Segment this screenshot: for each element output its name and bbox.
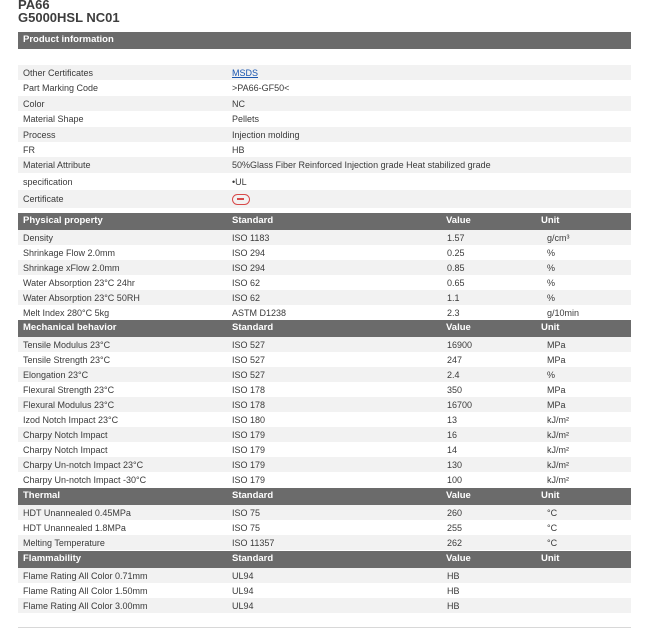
info-row [18,173,631,190]
property-name: Flame Rating All Color 0.71mm [18,568,227,583]
property-row [18,472,631,487]
property-value: 16900 [442,337,542,352]
section-title: Physical property [23,215,103,226]
test-standard: ISO 179 [227,442,442,457]
product-family: PA66 [18,0,50,12]
test-standard: UL94 [227,598,442,613]
test-standard: ISO 62 [227,275,442,290]
info-value: NC [227,96,631,111]
section-header-thermal [18,488,631,505]
property-row [18,520,631,535]
property-unit: kJ/m² [542,457,631,472]
test-standard: ASTM D1238 [227,305,442,320]
property-name: Melt Index 280°C 5kg [18,305,227,320]
info-row [18,96,631,111]
property-unit: kJ/m² [542,427,631,442]
info-row [18,65,631,80]
property-unit: °C [542,535,631,550]
test-standard: ISO 179 [227,472,442,487]
info-row [18,142,631,157]
info-row [18,157,631,173]
section-title: Mechanical behavior [23,322,117,333]
property-unit: MPa [542,352,631,367]
property-row [18,260,631,275]
property-row [18,275,631,290]
property-name: Flexural Strength 23°C [18,382,227,397]
property-unit: kJ/m² [542,412,631,427]
property-unit: % [542,275,631,290]
property-unit: °C [542,505,631,520]
property-name: Charpy Un-notch Impact -30°C [18,472,227,487]
property-row [18,427,631,442]
column-value: Value [446,553,471,564]
property-unit: MPa [542,397,631,412]
property-row [18,245,631,260]
test-standard: ISO 527 [227,337,442,352]
property-name: Shrinkage xFlow 2.0mm [18,260,227,275]
property-name: Water Absorption 23°C 24hr [18,275,227,290]
info-key: FR [18,142,227,157]
property-value: HB [442,568,542,583]
bottom-divider [18,627,631,628]
test-standard: UL94 [227,583,442,598]
property-row [18,535,631,550]
certificate-stamp-icon[interactable] [232,194,250,205]
property-value: 255 [442,520,542,535]
property-unit: % [542,367,631,382]
property-value: 2.3 [442,305,542,320]
property-value: 1.57 [442,230,542,245]
property-row [18,568,631,583]
property-value: 247 [442,352,542,367]
property-name: Flame Rating All Color 1.50mm [18,583,227,598]
test-standard: ISO 294 [227,260,442,275]
column-value: Value [446,490,471,501]
info-value [227,65,631,80]
test-standard: ISO 75 [227,520,442,535]
property-unit: % [542,245,631,260]
test-standard: ISO 179 [227,457,442,472]
property-row [18,457,631,472]
info-key: Other Certificates [18,65,227,80]
info-value: >PA66-GF50< [227,80,631,96]
property-unit [542,583,631,598]
property-table [18,337,631,487]
property-row [18,382,631,397]
property-name: Shrinkage Flow 2.0mm [18,245,227,260]
property-unit: % [542,260,631,275]
info-key: Certificate [18,190,227,208]
property-unit: MPa [542,382,631,397]
column-unit: Unit [541,215,560,226]
property-row [18,442,631,457]
info-row [18,190,631,208]
property-value: 16700 [442,397,542,412]
info-value: HB [227,142,631,157]
test-standard: ISO 527 [227,352,442,367]
info-key: Color [18,96,227,111]
property-row [18,598,631,613]
property-name: Flexural Modulus 23°C [18,397,227,412]
test-standard: ISO 75 [227,505,442,520]
property-value: 0.85 [442,260,542,275]
test-standard: ISO 178 [227,382,442,397]
column-unit: Unit [541,490,560,501]
property-row [18,367,631,382]
property-unit: kJ/m² [542,442,631,457]
test-standard: ISO 527 [227,367,442,382]
product-info-table [18,65,631,208]
test-standard: ISO 1183 [227,230,442,245]
property-unit: MPa [542,337,631,352]
column-value: Value [446,322,471,333]
property-value: 262 [442,535,542,550]
property-name: Tensile Strength 23°C [18,352,227,367]
column-value: Value [446,215,471,226]
property-table [18,505,631,550]
test-standard: ISO 294 [227,245,442,260]
test-standard: ISO 11357 [227,535,442,550]
property-value: 0.65 [442,275,542,290]
property-row [18,305,631,320]
property-value: 13 [442,412,542,427]
test-standard: ISO 178 [227,397,442,412]
section-header-flammability [18,551,631,568]
info-value: Pellets [227,111,631,127]
property-value: 0.25 [442,245,542,260]
info-value [227,190,631,208]
info-key: Material Attribute [18,157,227,173]
property-value: 100 [442,472,542,487]
section-title: Flammability [23,553,82,564]
column-unit: Unit [541,553,560,564]
specification-value: UL [235,176,247,187]
property-unit: kJ/m² [542,472,631,487]
test-standard: ISO 179 [227,427,442,442]
property-value: 130 [442,457,542,472]
property-name: Elongation 23°C [18,367,227,382]
property-table [18,568,631,613]
property-value: 260 [442,505,542,520]
test-standard: ISO 62 [227,290,442,305]
property-name: HDT Unannealed 0.45MPa [18,505,227,520]
ul-mark-icon: • [232,176,236,187]
section-title: Thermal [23,490,60,501]
test-standard: ISO 180 [227,412,442,427]
property-unit: % [542,290,631,305]
info-key: Material Shape [18,111,227,127]
property-name: Melting Temperature [18,535,227,550]
section-title: Product information [23,34,114,45]
property-value: HB [442,598,542,613]
property-name: Charpy Notch Impact [18,427,227,442]
property-value: 16 [442,427,542,442]
info-value [227,173,631,190]
property-name: Tensile Modulus 23°C [18,337,227,352]
property-row [18,583,631,598]
property-value: 350 [442,382,542,397]
property-unit: °C [542,520,631,535]
property-value: 14 [442,442,542,457]
column-standard: Standard [232,490,274,501]
property-row [18,397,631,412]
property-name: Izod Notch Impact 23°C [18,412,227,427]
info-value: Injection molding [227,127,631,142]
property-unit [542,598,631,613]
info-key: specification [18,173,227,190]
property-row [18,230,631,245]
section-header-mechanical-behavior [18,320,631,337]
property-name: Density [18,230,227,245]
property-unit: g/cm³ [542,230,631,245]
product-grade: G5000HSL NC01 [18,10,120,25]
info-key: Process [18,127,227,142]
info-value: 50%Glass Fiber Reinforced Injection grade Heat stabilized grade [227,157,631,173]
property-row [18,412,631,427]
property-unit [542,568,631,583]
property-value: HB [442,583,542,598]
property-row [18,505,631,520]
property-unit: g/10min [542,305,631,320]
property-table [18,230,631,320]
property-row [18,352,631,367]
column-unit: Unit [541,322,560,333]
property-value: 1.1 [442,290,542,305]
property-value: 2.4 [442,367,542,382]
column-standard: Standard [232,215,274,226]
info-key: Part Marking Code [18,80,227,96]
info-row [18,127,631,142]
property-row [18,337,631,352]
msds-link[interactable]: MSDS [232,67,259,78]
property-name: Charpy Notch Impact [18,442,227,457]
property-name: HDT Unannealed 1.8MPa [18,520,227,535]
test-standard: UL94 [227,568,442,583]
property-name: Charpy Un-notch Impact 23°C [18,457,227,472]
property-name: Water Absorption 23°C 50RH [18,290,227,305]
column-standard: Standard [232,322,274,333]
info-row [18,111,631,127]
property-row [18,290,631,305]
column-standard: Standard [232,553,274,564]
product-information-header [18,32,631,49]
info-row [18,80,631,96]
property-name: Flame Rating All Color 3.00mm [18,598,227,613]
section-header-physical-property [18,213,631,230]
